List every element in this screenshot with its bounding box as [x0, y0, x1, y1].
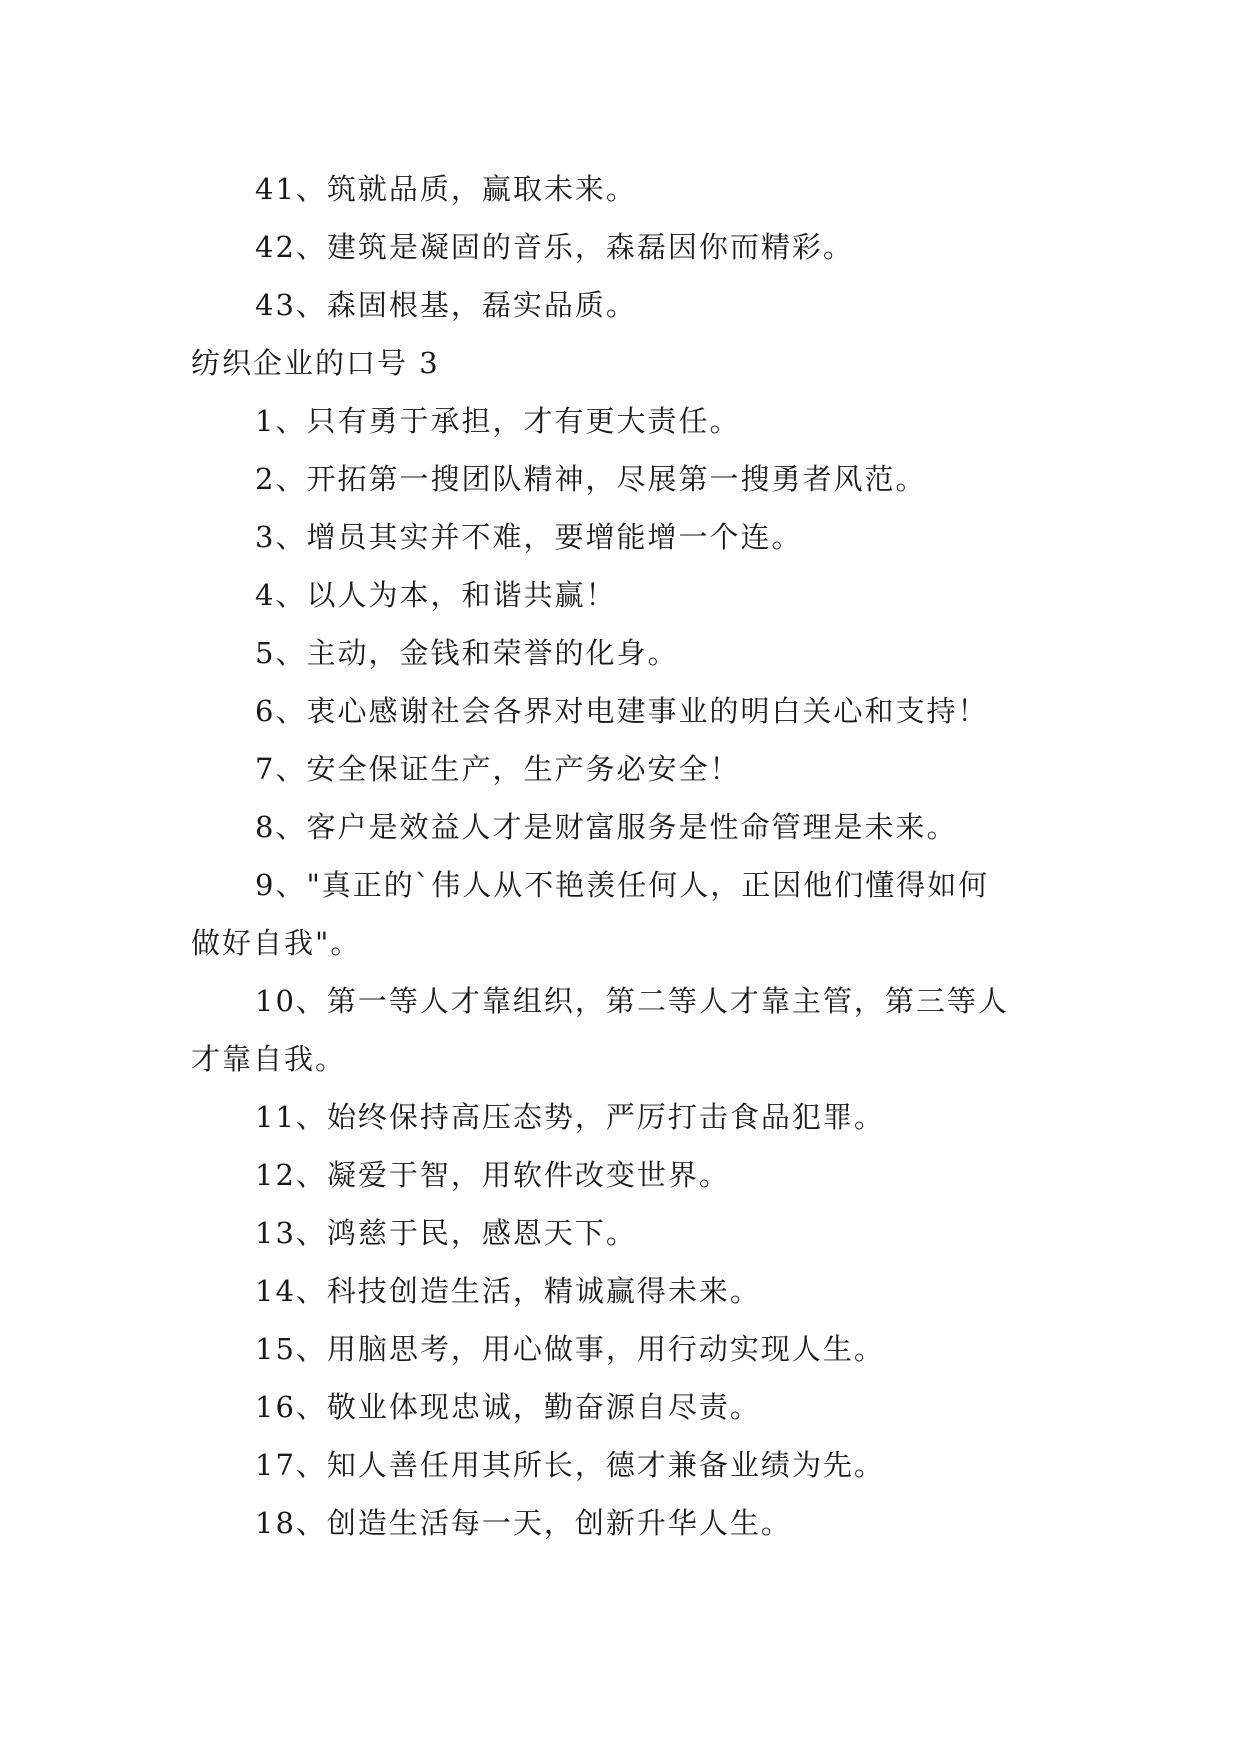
slogan-item: 14、科技创造生活，精诚赢得未来。	[255, 1274, 761, 1308]
slogan-item: 7、安全保证生产，生产务必安全！	[255, 752, 741, 786]
document-body	[191, 160, 1051, 1552]
slogan-item: 6、衷心感谢社会各界对电建事业的明白关心和支持！	[255, 694, 989, 728]
slogan-item-continuation: 才靠自我。	[191, 1042, 347, 1076]
slogan-item: 11、始终保持高压态势，严厉打击食品犯罪。	[255, 1100, 885, 1134]
slogan-item: 43、森固根基，磊实品质。	[255, 288, 637, 322]
slogan-item: 4、以人为本，和谐共赢！	[255, 578, 617, 612]
section-heading: 纺织企业的口号 3	[191, 346, 440, 380]
slogan-item: 13、鸿慈于民，感恩天下。	[255, 1216, 637, 1250]
slogan-item-line: 9、"真正的`伟人从不艳羡任何人，正因他们懂得如何	[255, 868, 990, 902]
slogan-item: 3、增员其实并不难，要增能增一个连。	[255, 520, 803, 554]
slogan-item: 16、敬业体现忠诚，勤奋源自尽责。	[255, 1390, 761, 1424]
slogan-item-continuation: 做好自我"。	[191, 926, 362, 960]
slogan-item: 17、知人善任用其所长，德才兼备业绩为先。	[255, 1448, 885, 1482]
slogan-item: 5、主动，金钱和荣誉的化身。	[255, 636, 679, 670]
slogan-item: 18、创造生活每一天，创新升华人生。	[255, 1506, 792, 1540]
slogan-item: 15、用脑思考，用心做事，用行动实现人生。	[255, 1332, 885, 1366]
slogan-item: 2、开拓第一搜团队精神，尽展第一搜勇者风范。	[255, 462, 927, 496]
slogan-item-line: 10、第一等人才靠组织，第二等人才靠主管，第三等人	[255, 984, 1009, 1018]
slogan-item: 42、建筑是凝固的音乐，森磊因你而精彩。	[255, 230, 854, 264]
slogan-item: 41、筑就品质，赢取未来。	[255, 172, 637, 206]
slogan-item: 1、只有勇于承担，才有更大责任。	[255, 404, 741, 438]
slogan-item: 12、凝爱于智，用软件改变世界。	[255, 1158, 730, 1192]
slogan-item: 8、客户是效益人才是财富服务是性命管理是未来。	[255, 810, 958, 844]
